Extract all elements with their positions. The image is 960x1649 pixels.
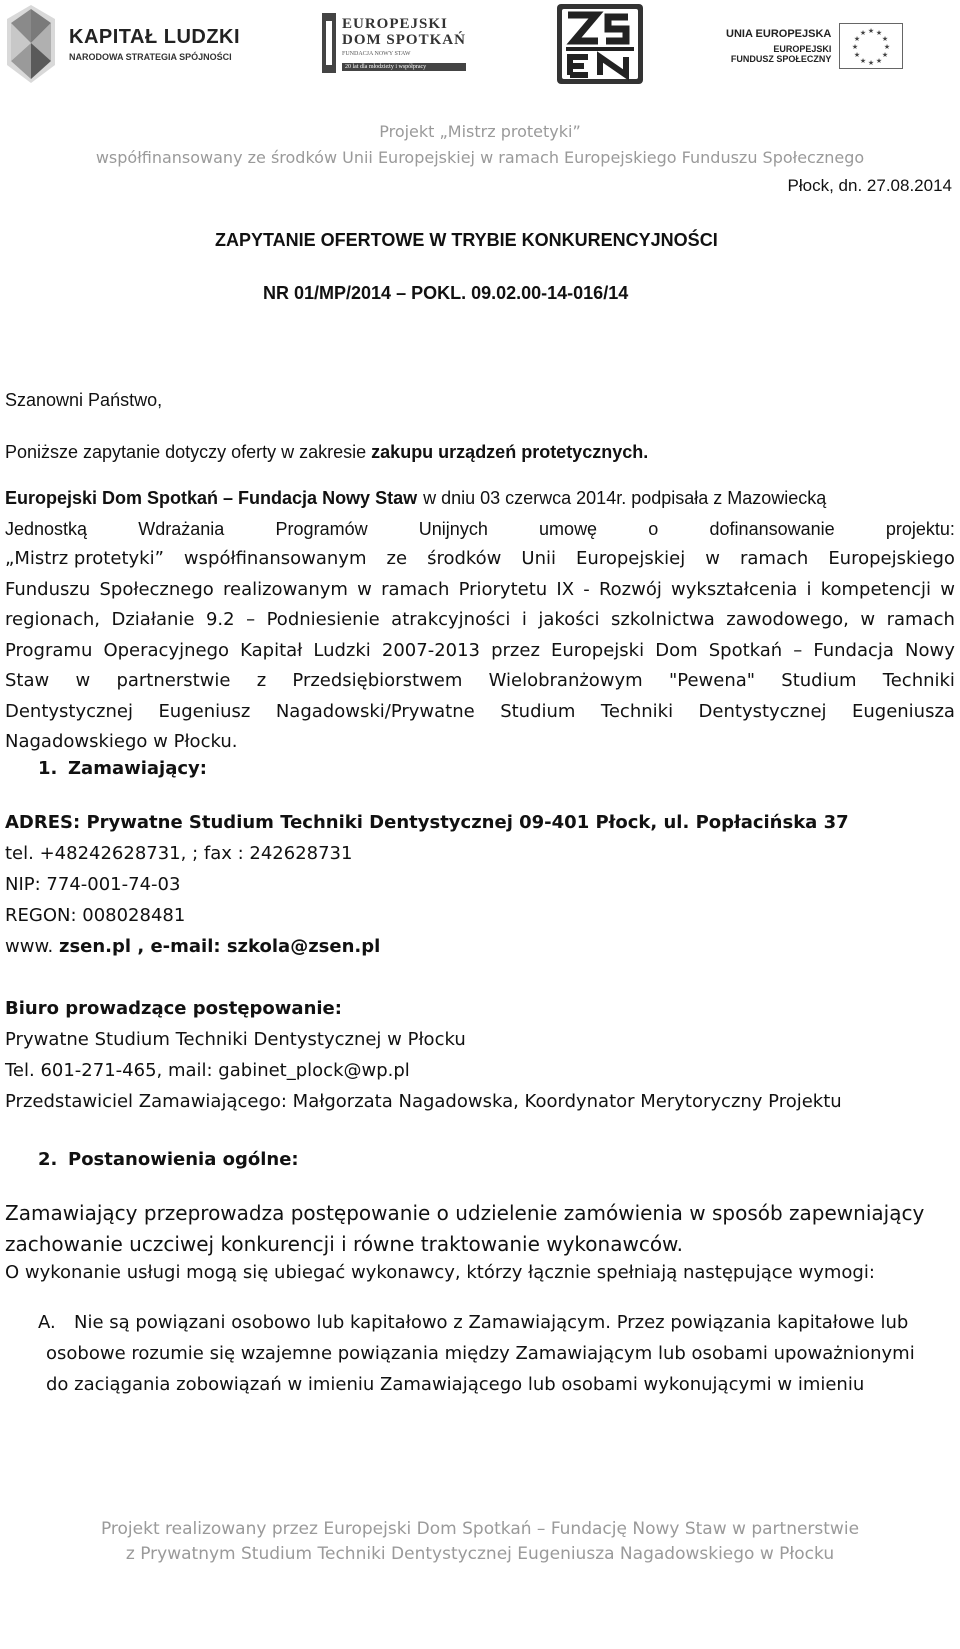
paragraph-word: "Pewena" [668, 670, 756, 691]
paragraph-word: współfinansowanym [183, 548, 367, 569]
nip: NIP: 774-001-74-03 [5, 874, 181, 895]
paragraph-word: „Mistrz protetyki” [5, 548, 164, 569]
intro-paragraph [5, 483, 955, 758]
svg-text:★: ★ [860, 57, 867, 65]
paragraph-word: Techniki [882, 670, 955, 691]
kapital-ludzki-subtitle: NARODOWA STRATEGIA SPÓJNOŚCI [69, 52, 232, 62]
svg-text:★: ★ [876, 29, 883, 37]
requirement-label: A. [38, 1312, 56, 1333]
paragraph-word: wykształcenia [671, 578, 798, 600]
svg-text:★: ★ [852, 43, 859, 51]
paragraph-word: Techniki [600, 700, 674, 722]
paragraph-word: jakości [538, 609, 600, 630]
paragraph-word: projektu: [885, 518, 955, 539]
eds-line3: FUNDACJA NOWY STAW [342, 50, 411, 57]
project-name: Projekt „Mistrz protetyki” [379, 122, 581, 141]
paragraph-line [5, 483, 955, 514]
paragraph-word: zawodowego, [726, 609, 849, 630]
section-1-heading [38, 758, 207, 779]
paragraph-line [5, 575, 955, 606]
office-title: Biuro prowadzące postępowanie: [5, 998, 342, 1019]
ue-line1: UNIA EUROPEJSKA [726, 28, 832, 40]
paragraph-word: atrakcyjności [391, 609, 511, 630]
svg-text:★: ★ [882, 51, 889, 59]
paragraph-word: Działanie [111, 609, 195, 630]
document-number: NR 01/MP/2014 – POKL. 09.02.00-14-016/14 [263, 283, 629, 303]
office-block [5, 993, 842, 1117]
paragraph-word: Wdrażania [138, 518, 225, 539]
kapital-ludzki-title: KAPITAŁ LUDZKI [69, 26, 241, 48]
eds-line1: EUROPEJSKI [342, 15, 448, 32]
paragraph-word: Społecznego [99, 578, 214, 600]
website-email [5, 931, 849, 962]
paragraph-line [5, 697, 955, 728]
paragraph-word: 2007-2013 [381, 639, 481, 661]
footer-line: z Prywatnym Studium Techniki Dentystycznej Eugeniusza Nagadowskiego w Płocku [125, 1544, 835, 1564]
document-title: ZAPYTANIE OFERTOWE W TRYBIE KONKURENCYJNOŚCI [215, 230, 718, 250]
paragraph-word: 9.2 [205, 609, 235, 630]
paragraph-word: Podniesienie [266, 609, 380, 630]
svg-text:★: ★ [868, 27, 875, 35]
svg-text:★: ★ [854, 35, 861, 43]
paragraph-word: Studium [781, 670, 857, 691]
paragraph-word: z [256, 670, 267, 691]
phone-fax: tel. +48242628731, ; fax : 242628731 [5, 843, 353, 864]
paragraph-word: środków [427, 548, 502, 569]
paragraph-word: - [583, 578, 590, 600]
paragraph-word: i [806, 578, 812, 600]
europejski-dom-spotkan-logo [322, 12, 477, 74]
paragraph-text: Nagadowskiego w Płocku. [5, 731, 238, 752]
paragraph-word: Kapitał [240, 639, 303, 661]
intro-text: Poniższe zapytanie dotyczy oferty w zakresie [5, 442, 372, 462]
svg-text:★: ★ [876, 57, 883, 65]
greeting: Szanowni Państwo, [5, 390, 163, 410]
paragraph-line [5, 605, 955, 636]
paragraph-word: przez [491, 639, 540, 661]
zsen-logo-icon [556, 3, 644, 85]
paragraph-word: w [705, 548, 720, 569]
eds-line2: DOM SPOTKAŃ [342, 31, 466, 48]
paragraph-word: Operacyjnego [103, 639, 230, 661]
logo-bar [0, 0, 960, 100]
requirement-a [38, 1312, 908, 1333]
contracting-authority-block [5, 807, 849, 962]
svg-text:★: ★ [854, 51, 861, 59]
paragraph-word: Staw [5, 670, 50, 691]
section-title: Zamawiający: [68, 758, 207, 779]
website-prefix: www. [5, 936, 59, 957]
paragraph-line-rest [423, 483, 955, 514]
eu-flag-icon [839, 23, 903, 69]
paragraph-text: w dniu 03 czerwca 2014r. podpisała z Mazowiecką [423, 488, 827, 508]
paragraph-word: Europejski [551, 639, 645, 661]
section-2-heading [38, 1149, 299, 1170]
ue-line3: FUNDUSZ SPOŁECZNY [730, 54, 832, 64]
requirements-intro: O wykonanie usługi mogą się ubiegać wykonawcy, którzy łącznie spełniają następujące wymogi: [5, 1262, 875, 1283]
paragraph-word: ramach [381, 578, 450, 600]
paragraph-word: Dom [655, 639, 698, 661]
paragraph-word: Dentystycznej [698, 700, 827, 722]
office-contact: Tel. 601-271-465, mail: gabinet_plock@wp.pl [5, 1060, 410, 1081]
paragraph-word: Unijnych [418, 518, 488, 539]
paragraph-line [5, 727, 955, 758]
paragraph-word: ramach [886, 609, 955, 630]
paragraph-word: w [940, 578, 955, 600]
paragraph-word: Studium [500, 700, 576, 722]
eds-emblem-icon [322, 13, 336, 73]
paragraph-word: regionach, [5, 609, 100, 630]
paragraph-word: w [75, 670, 91, 691]
kapital-ludzki-logo [5, 2, 275, 86]
paragraph-word: Programów [275, 518, 368, 539]
paragraph-line [5, 544, 955, 575]
paragraph-word: Nagadowski/Prywatne [275, 700, 475, 722]
svg-text:★: ★ [868, 59, 875, 67]
paragraph-word: Nowy [905, 639, 955, 661]
representative: Przedstawiciel Zamawiającego: Małgorzata Nagadowska, Koordynator Merytoryczny Projektu [5, 1091, 842, 1112]
paragraph-word: Wielobranżowym [488, 670, 643, 691]
office-name: Prywatne Studium Techniki Dentystycznej w Płocku [5, 1029, 466, 1050]
intro-subject: zakupu urządzeń protetycznych. [371, 442, 649, 462]
paragraph-word: umowę [539, 518, 598, 539]
svg-text:★: ★ [860, 29, 867, 37]
paragraph-word: – [246, 609, 256, 630]
paragraph-word: Unii [521, 548, 557, 569]
ue-line2: EUROPEJSKI [773, 44, 832, 54]
paragraph-word: ramach [739, 548, 809, 569]
paragraph-word: – [793, 639, 803, 661]
website-email-value: zsen.pl , e-mail: szkola@zsen.pl [58, 936, 381, 957]
organization-name: Europejski Dom Spotkań – Fundacja Nowy Staw [5, 488, 418, 508]
paragraph-word: i [521, 609, 527, 630]
paragraph-word: Europejskiej [576, 548, 686, 569]
requirement-text: osobowe rozumie się wzajemne powiązania między Zamawiającym lub osobami upoważnionymi [46, 1343, 915, 1364]
footer-line: Projekt realizowany przez Europejski Dom Spotkań – Fundację Nowy Staw w partnerstwie [100, 1519, 860, 1539]
section-number: 1. [38, 758, 58, 779]
unia-europejska-logo [726, 16, 938, 76]
paragraph-line [5, 666, 955, 697]
requirement-text: do zaciągania zobowiązań w imieniu Zamawiającego lub osobami wykonującymi w imieniu [46, 1374, 865, 1395]
paragraph-word: w [357, 578, 372, 600]
paragraph-word: realizowanym [223, 578, 348, 600]
document-date: Płock, dn. 27.08.2014 [787, 176, 952, 195]
section-title: Postanowienia ogólne: [68, 1149, 299, 1170]
project-cofinancing: współfinansowany ze środków Unii Europejskiej w ramach Europejskiego Funduszu Społecznego [95, 148, 865, 167]
paragraph-word: partnerstwie [116, 670, 231, 691]
paragraph-word: Priorytetu [458, 578, 548, 600]
requirement-text: Nie są powiązani osobowo lub kapitałowo z Zamawiającym. Przez powiązania kapitałowe lub [74, 1312, 909, 1333]
paragraph-word: Przedsiębiorstwem [292, 670, 463, 691]
paragraph-word: IX [556, 578, 575, 600]
paragraph-word: kompetencji [820, 578, 931, 600]
paragraph-word: Jednostką [5, 518, 88, 539]
paragraph-line [5, 636, 955, 667]
paragraph-word: szkolnictwa [611, 609, 715, 630]
general-provisions-line: zachowanie uczciwej konkurencji i równe traktowanie wykonawców. [5, 1232, 683, 1256]
address: ADRES: Prywatne Studium Techniki Dentystycznej 09-401 Płock, ul. Popłacińska 37 [5, 812, 849, 833]
paragraph-word: Europejskiego [828, 548, 955, 569]
paragraph-word: Funduszu [5, 578, 91, 600]
paragraph-line [5, 514, 955, 545]
paragraph-word: Dentystycznej [5, 700, 133, 722]
svg-text:★: ★ [882, 35, 889, 43]
paragraph-word: Spotkań [708, 639, 783, 661]
section-number: 2. [38, 1149, 58, 1170]
paragraph-word: Ludzki [313, 639, 371, 661]
paragraph-word: ze [386, 548, 408, 569]
intro-sentence [5, 442, 648, 463]
paragraph-word: Eugeniusza [851, 700, 955, 722]
eds-line4: 20 lat dla młodzieży i współpracy [342, 63, 466, 71]
general-provisions-line: Zamawiający przeprowadza postępowanie o udzielenie zamówienia w sposób zapewniający [5, 1201, 925, 1225]
paragraph-word: dofinansowanie [709, 518, 835, 539]
regon: REGON: 008028481 [5, 905, 186, 926]
paragraph-word: Programu [5, 639, 93, 661]
paragraph-word: Eugeniusz [158, 700, 251, 722]
svg-text:★: ★ [884, 43, 891, 51]
paragraph-word: o [648, 518, 659, 539]
paragraph-word: w [860, 609, 876, 630]
paragraph-word: Rozwój [598, 578, 662, 600]
kapital-ludzki-star-icon [5, 3, 57, 85]
paragraph-word: Fundacja [813, 639, 894, 661]
